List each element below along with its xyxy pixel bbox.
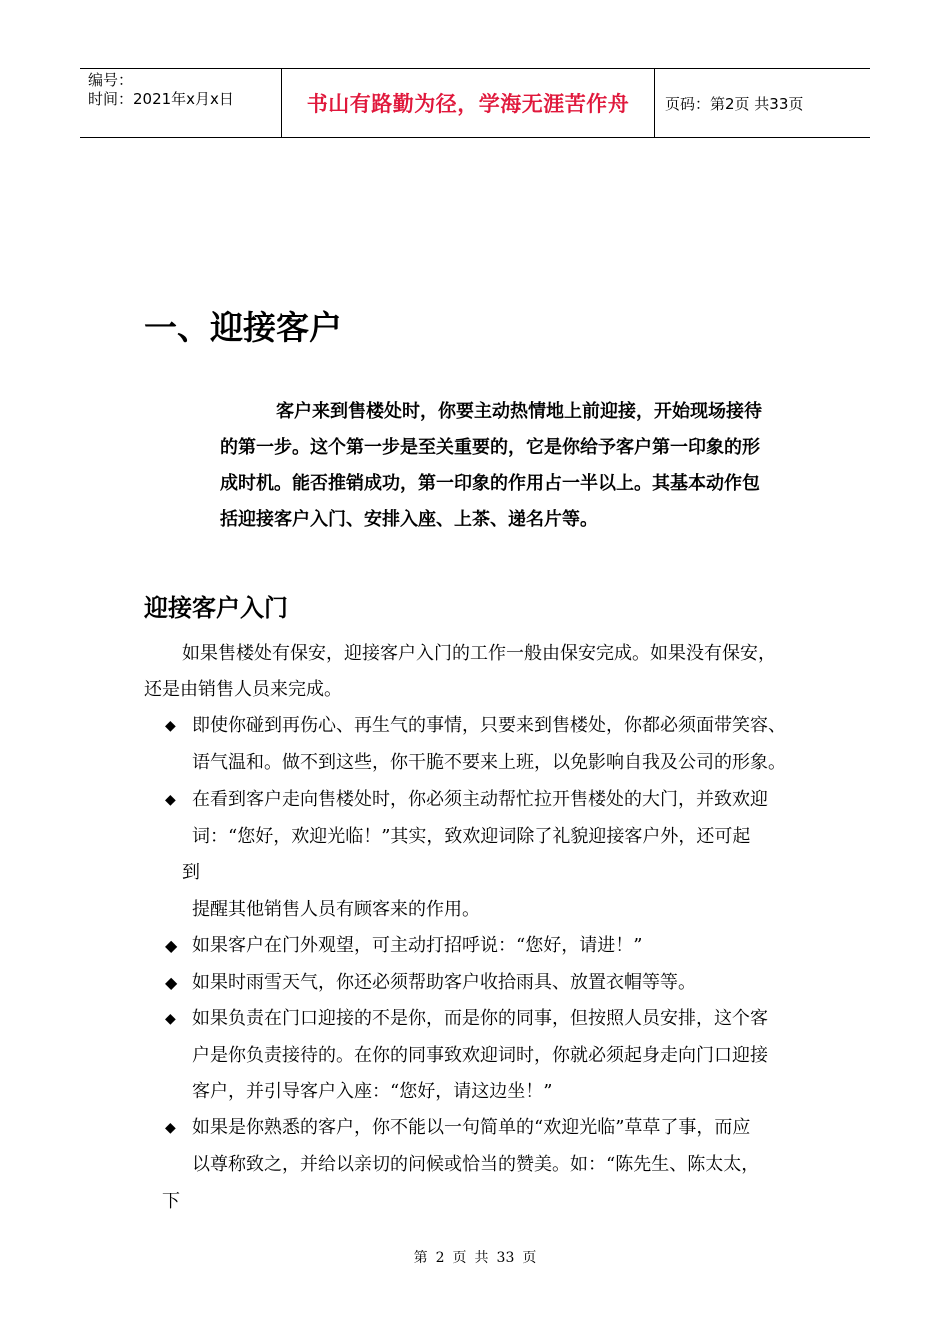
bullet-diamond-icon: ◆ bbox=[165, 792, 176, 808]
bullet-line: 如果时雨雪天气，你还必须帮助客户收拾雨具、放置衣帽等等。 bbox=[192, 972, 696, 993]
intro-paragraph bbox=[220, 394, 820, 538]
bullet-line: 如果客户在门外观望，可主动打招呼说：“您好，请进！” bbox=[192, 935, 643, 956]
bullet-line: 如果是你熟悉的客户，你不能以一句简单的“欢迎光临”草草了事，而应 bbox=[192, 1117, 751, 1138]
section-heading: 一、迎接客户 bbox=[144, 308, 342, 347]
intro-line: 括迎接客户入门、安排入座、上茶、递名片等。 bbox=[220, 509, 598, 530]
bullet-line: 如果负责在门口迎接的不是你，而是你的同事，但按照人员安排，这个客 bbox=[192, 1008, 768, 1029]
bullet-line: 即使你碰到再伤心、再生气的事情，只要来到售楼处，你都必须面带笑容、 bbox=[192, 715, 786, 736]
footer-gong: 共 bbox=[474, 1250, 489, 1266]
footer-ye: 页 bbox=[452, 1250, 467, 1266]
footer-ye: 页 bbox=[522, 1250, 537, 1266]
bullet-line: 户是你负责接待的。在你的同事致欢迎词时，你就必须起身走向门口迎接 bbox=[192, 1045, 768, 1066]
bullet-diamond-icon: ◆ bbox=[165, 973, 178, 992]
bullet-diamond-icon: ◆ bbox=[165, 718, 176, 734]
header-page-cell bbox=[655, 69, 870, 137]
bullet-line: 语气温和。做不到这些，你干脆不要来上班，以免影响自我及公司的形象。 bbox=[192, 752, 786, 773]
footer-page-number: 2 bbox=[435, 1250, 445, 1266]
body-line: 如果售楼处有保安，迎接客户入门的工作一般由保安完成。如果没有保安， bbox=[182, 643, 776, 664]
bullet-diamond-icon: ◆ bbox=[165, 936, 178, 955]
bullet-line: 下 bbox=[162, 1191, 180, 1212]
bullet-line: 到 bbox=[182, 862, 200, 883]
page-header bbox=[80, 68, 870, 138]
header-motto-cell bbox=[282, 69, 655, 137]
body-line: 还是由销售人员来完成。 bbox=[144, 679, 342, 700]
subsection-heading: 迎接客户入门 bbox=[144, 594, 288, 622]
footer-di: 第 bbox=[413, 1250, 428, 1266]
header-time-label: 时间：2021年x月x日 bbox=[88, 90, 234, 108]
header-page-info: 页码：第2页 共33页 bbox=[665, 94, 804, 113]
header-number-label: 编号： bbox=[88, 71, 134, 89]
footer-total-pages: 33 bbox=[496, 1250, 515, 1266]
header-meta-cell bbox=[80, 69, 282, 137]
bullet-line: 在看到客户走向售楼处时，你必须主动帮忙拉开售楼处的大门，并致欢迎 bbox=[192, 789, 768, 810]
intro-line: 成时机。能否推销成功，第一印象的作用占一半以上。其基本动作包 bbox=[220, 473, 760, 494]
bullet-diamond-icon: ◆ bbox=[165, 1120, 176, 1136]
intro-line: 的第一步。这个第一步是至关重要的，它是你给予客户第一印象的形 bbox=[220, 437, 760, 458]
bullet-line: 客户，并引导客户入座：“您好，请这边坐！” bbox=[192, 1081, 553, 1102]
bullet-line: 词：“您好，欢迎光临！”其实，致欢迎词除了礼貌迎接客户外，还可起 bbox=[192, 826, 751, 847]
bullet-line: 以尊称致之，并给以亲切的问候或恰当的赞美。如：“陈先生、陈太太， bbox=[192, 1154, 760, 1175]
header-motto: 书山有路勤为径，学海无涯苦作舟 bbox=[306, 92, 630, 116]
bullet-diamond-icon: ◆ bbox=[165, 1011, 176, 1027]
bullet-line: 提醒其他销售人员有顾客来的作用。 bbox=[192, 899, 480, 920]
page-footer bbox=[0, 1247, 950, 1267]
intro-line: 客户来到售楼处时，你要主动热情地上前迎接，开始现场接待 bbox=[276, 401, 762, 422]
